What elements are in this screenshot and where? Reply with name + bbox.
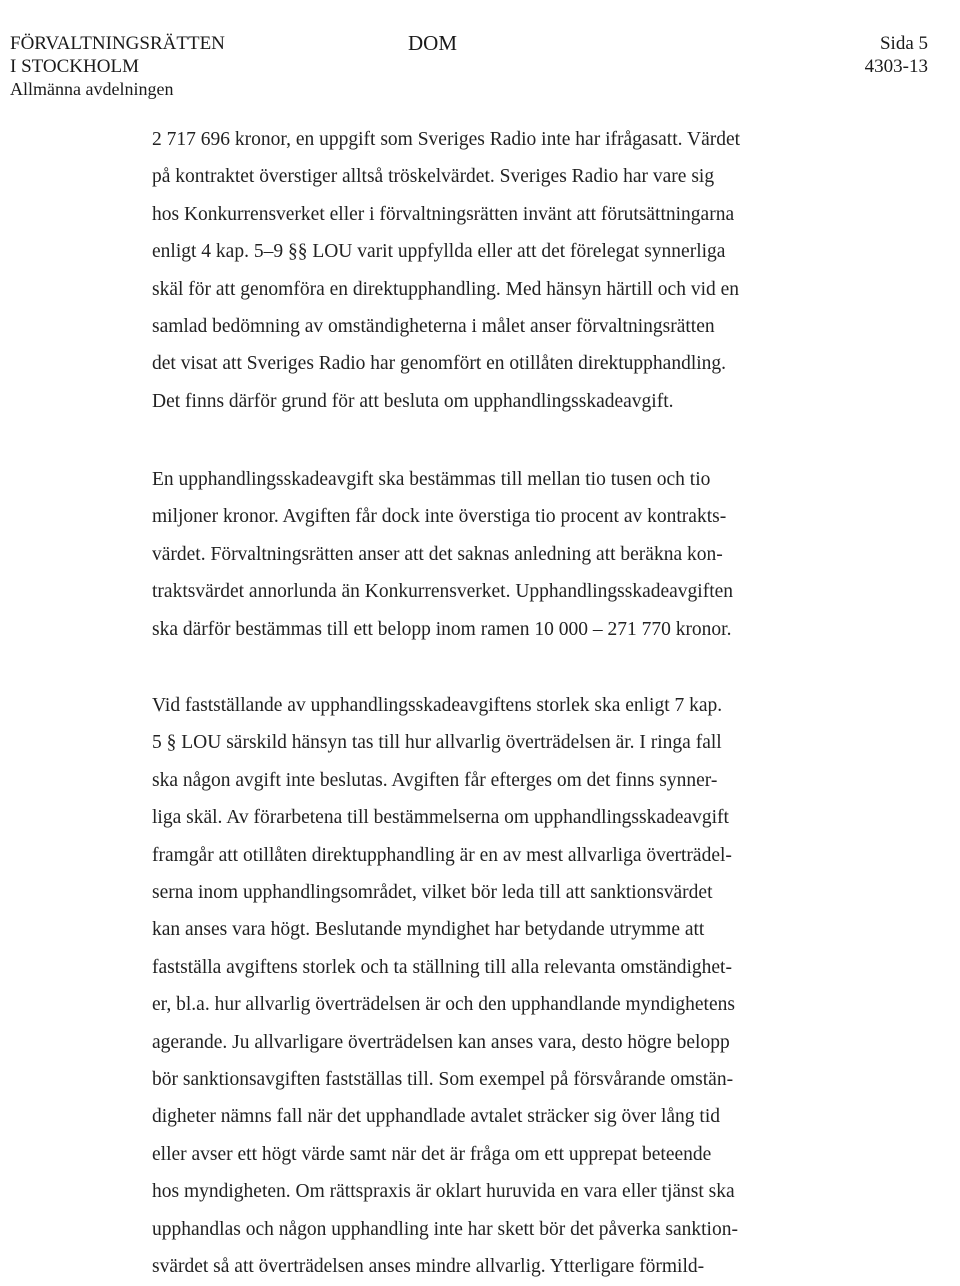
text-line: framgår att otillåten direktupphandling är en av mest allvarliga överträdel-: [152, 844, 732, 866]
text-line: svärdet så att överträdelsen anses mindre allvarlig. Ytterligare förmild-: [152, 1256, 705, 1278]
paragraph-1: [152, 121, 802, 420]
text-line: upphandlas och någon upphandling inte har skett bör det påverka sanktion-: [152, 1218, 738, 1240]
text-line: samlad bedömning av omständigheterna i målet anser förvaltningsrätten: [152, 316, 715, 338]
case-number: 4303-13: [864, 56, 928, 77]
document-type: DOM: [408, 31, 458, 55]
text-line: traktsvärdet annorlunda än Konkurrensverket. Upphandlingsskadeavgiften: [152, 581, 734, 603]
text-line: enligt 4 kap. 5–9 §§ LOU varit uppfyllda eller att det förelegat synnerliga: [152, 241, 726, 263]
page-number: Sida 5: [879, 33, 928, 54]
text-line: 2 717 696 kronor, en uppgift som Sveriges Radio inte har ifrågasatt. Värdet: [152, 129, 741, 150]
text-line: Vid fastställande av upphandlingsskadeavgiftens storlek ska enligt 7 kap.: [152, 695, 723, 716]
court-name-line2: I STOCKHOLM: [10, 56, 139, 77]
text-line: bör sanktionsavgiften fastställas till. Som exempel på försvårande omstän-: [152, 1069, 734, 1091]
text-line: er, bl.a. hur allvarlig överträdelsen är och den upphandlande myndighetens: [152, 994, 735, 1016]
text-line: agerande. Ju allvarligare överträdelsen kan anses vara, desto högre belopp: [152, 1031, 730, 1053]
text-line: hos myndigheten. Om rättspraxis är oklart huruvida en vara eller tjänst ska: [152, 1181, 735, 1203]
paragraph-2: [152, 461, 802, 648]
text-line: 5 § LOU särskild hänsyn tas till hur allvarlig överträdelsen är. I ringa fall: [152, 732, 722, 754]
text-line: på kontraktet överstiger alltså tröskelvärdet. Sveriges Radio har vare sig: [152, 166, 715, 188]
court-name-line1: FÖRVALTNINGSRÄTTEN: [10, 33, 225, 54]
text-line: fastställa avgiftens storlek och ta ställning till alla relevanta omständighet-: [152, 956, 732, 978]
court-header: [10, 32, 225, 101]
text-line: värdet. Förvaltningsrätten anser att det saknas anledning att beräkna kon-: [152, 543, 723, 565]
text-line: liga skäl. Av förarbetena till bestämmelserna om upphandlingsskadeavgift: [152, 807, 729, 829]
page-info: [865, 32, 928, 78]
text-line: En upphandlingsskadeavgift ska bestämmas till mellan tio tusen och tio: [152, 469, 711, 490]
paragraph-3: [152, 687, 802, 1286]
text-line: Det finns därför grund för att besluta om upphandlingsskadeavgift.: [152, 390, 674, 412]
text-line: digheter nämns fall när det upphandlade avtalet sträcker sig över lång tid: [152, 1106, 721, 1128]
text-line: hos Konkurrensverket eller i förvaltningsrätten invänt att förutsättningarna: [152, 203, 735, 225]
text-line: miljoner kronor. Avgiften får dock inte överstiga tio procent av kontrakts-: [152, 506, 727, 528]
text-line: ska därför bestämmas till ett belopp inom ramen 10 000 – 271 770 kronor.: [152, 618, 732, 640]
text-line: det visat att Sveriges Radio har genomfört en otillåten direktupphandling.: [152, 353, 727, 375]
text-line: serna inom upphandlingsområdet, vilket bör leda till att sanktionsvärdet: [152, 882, 713, 904]
text-line: ska någon avgift inte beslutas. Avgiften får efterges om det finns synner-: [152, 769, 718, 791]
text-line: eller avser ett högt värde samt när det är fråga om ett upprepat beteende: [152, 1143, 712, 1165]
text-line: skäl för att genomföra en direktupphandling. Med hänsyn härtill och vid en: [152, 278, 740, 300]
department-name: Allmänna avdelningen: [10, 79, 174, 99]
text-line: kan anses vara högt. Beslutande myndighet har betydande utrymme att: [152, 919, 705, 941]
